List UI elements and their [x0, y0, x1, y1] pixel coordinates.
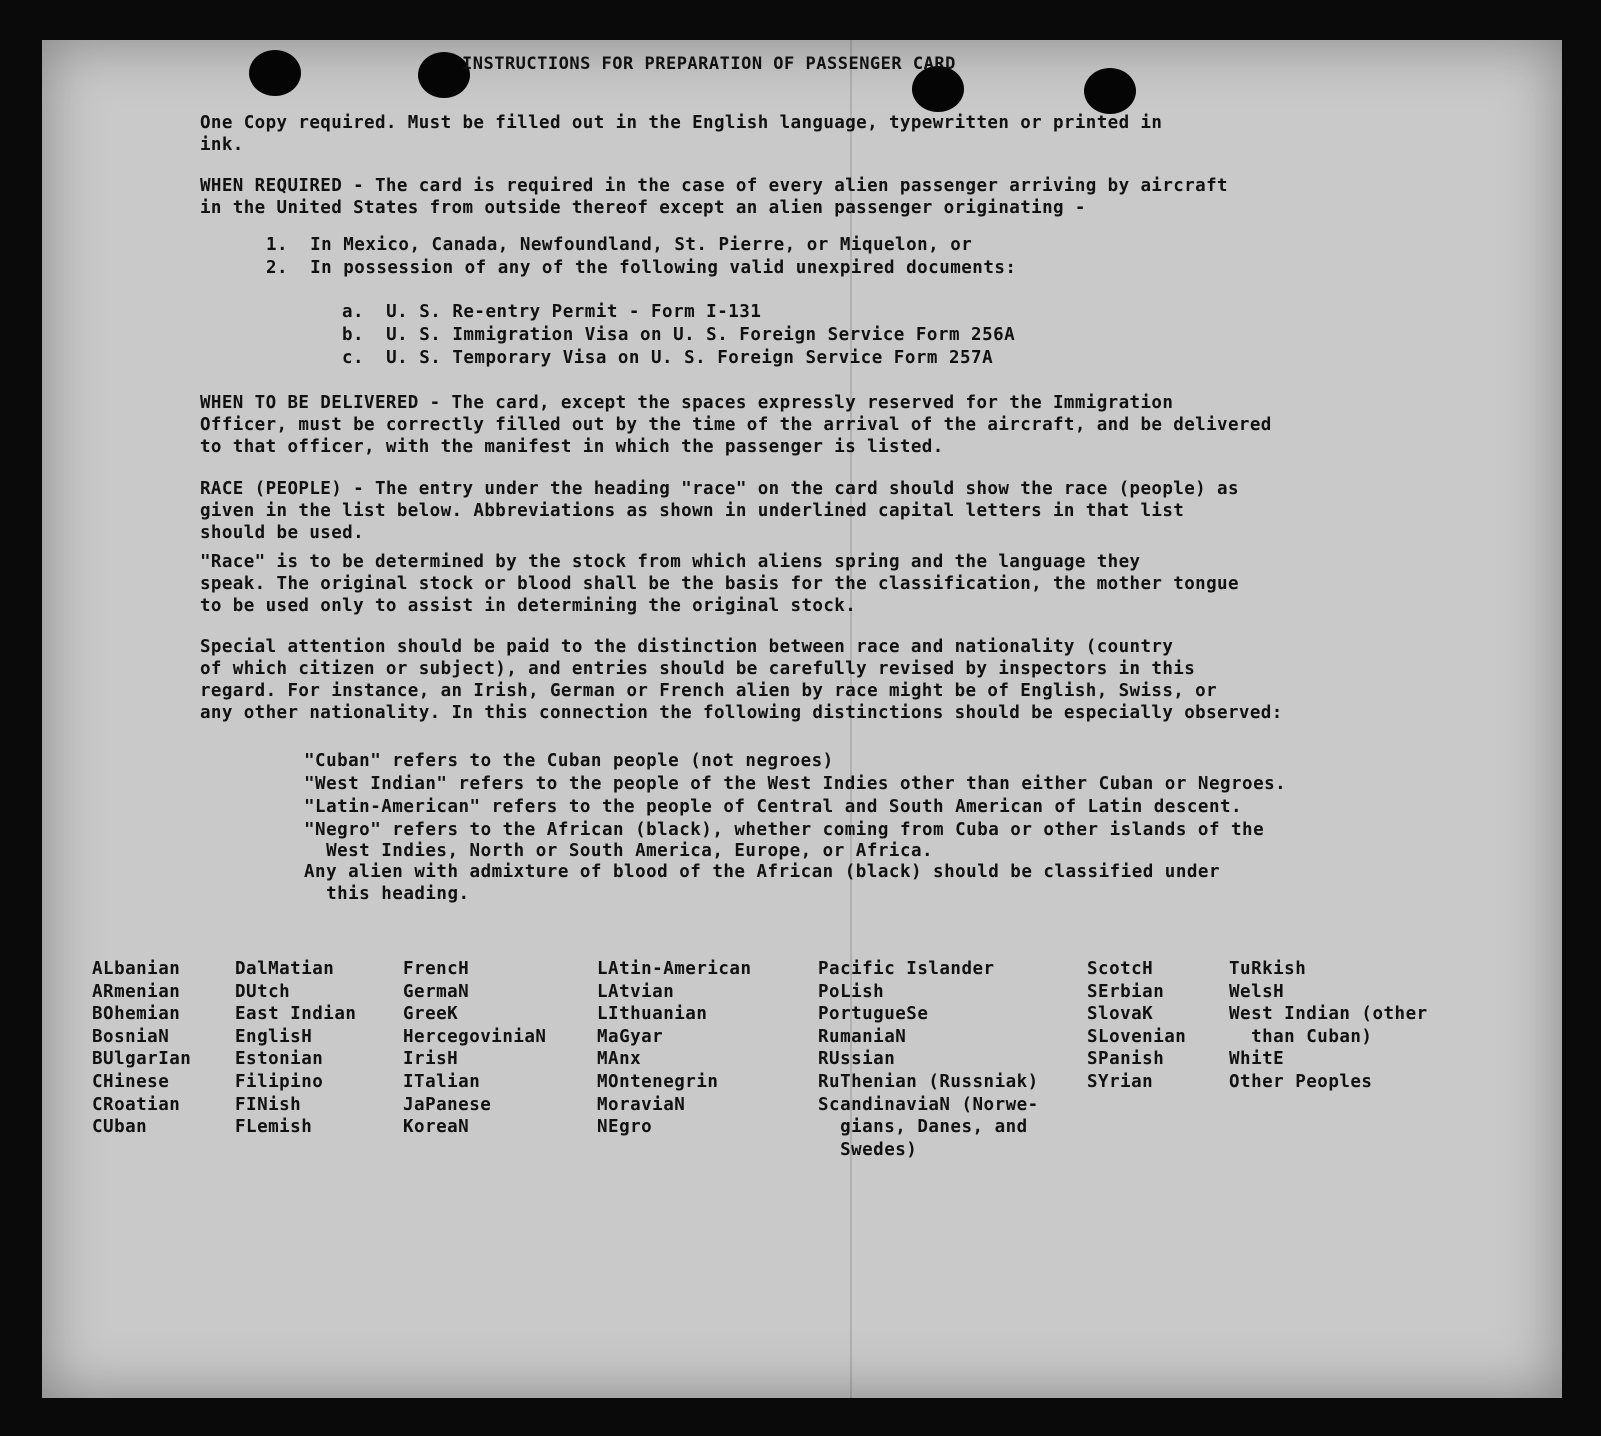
race-entry: FrencH — [403, 959, 470, 979]
race-entry: CUban — [92, 1117, 148, 1138]
race-entry: Estonian — [235, 1049, 324, 1070]
race-entry: MOntenegrin — [597, 1071, 719, 1092]
race-entry: NEgro — [597, 1117, 653, 1138]
race-entry: SYrian — [1087, 1071, 1154, 1092]
sub-list-item: c. U. S. Temporary Visa on U. S. Foreign Service Form 257A — [342, 348, 994, 368]
distinction-line: "Cuban" refers to the Cuban people (not negroes) — [304, 751, 834, 771]
sub-list-item: b. U. S. Immigration Visa on U. S. Foreign Service Form 256A — [342, 325, 1016, 345]
race-entry: East Indian — [235, 1004, 357, 1025]
race-entry: SLovenian — [1087, 1026, 1187, 1047]
race-list-column — [403, 958, 546, 1139]
race-entry: GreeK — [403, 1004, 459, 1025]
distinction-line: "Negro" refers to the African (black), whether coming from Cuba or other islands of the — [304, 820, 1265, 840]
race-entry: MAnx — [597, 1049, 642, 1070]
race-entry: West Indian (other — [1229, 1004, 1428, 1025]
race-entry: TuRkish — [1229, 959, 1307, 979]
race-list-column — [818, 958, 1039, 1161]
race-entry: IrisH — [403, 1049, 459, 1070]
race-list-column — [597, 958, 752, 1139]
race-entry: EnglisH — [235, 1026, 313, 1047]
distinction-line: Any alien with admixture of blood of the African (black) should be classified under — [304, 862, 1220, 882]
race-entry: BOhemian — [92, 1004, 181, 1025]
when-delivered-text: WHEN TO BE DELIVERED - The card, except the spaces expressly reserved for the Immigration Officer, must be correctly filled out by the time of the arrival of the aircraft, and be delivered to that officer, with the manifest in which the passenger is listed. — [200, 393, 1272, 457]
document-page — [42, 40, 1562, 1398]
race-entry: PortugueSe — [818, 1004, 929, 1025]
race-entry: Other Peoples — [1229, 1071, 1373, 1092]
race-entry: gians, Danes, and — [818, 1117, 1028, 1138]
race-entry: ARmenian — [92, 981, 181, 1002]
distinction-line: West Indies, North or South America, Europe, or Africa. — [304, 841, 934, 861]
race-entry: KoreaN — [403, 1117, 470, 1138]
distinction-line: "Latin-American" refers to the people of Central and South American of Latin descent. — [304, 797, 1243, 817]
race-entry: DUtch — [235, 981, 291, 1002]
race-entry: RumaniaN — [818, 1026, 907, 1047]
punch-hole — [1084, 68, 1136, 114]
list-item: 2. In possession of any of the following valid unexpired documents: — [266, 258, 1017, 278]
sub-list-item: a. U. S. Re-entry Permit - Form I-131 — [342, 302, 762, 322]
race-paragraph: RACE (PEOPLE) - The entry under the heading "race" on the card should show the race (people) as given in the list below. Abbreviations as shown in underlined capital letters in that list should be used. — [200, 479, 1239, 543]
race-entry: Filipino — [235, 1071, 324, 1092]
race-entry: RuThenian (Russniak) — [818, 1071, 1039, 1092]
race-entry: WhitE — [1229, 1049, 1285, 1070]
race-entry: than Cuban) — [1229, 1026, 1373, 1047]
page-title: INSTRUCTIONS FOR PREPARATION OF PASSENGER CARD — [462, 54, 956, 74]
when-required-text: WHEN REQUIRED - The card is required in the case of every alien passenger arriving by aircraft in the United States from outside thereof except an alien passenger originating - — [200, 176, 1228, 218]
list-item: 1. In Mexico, Canada, Newfoundland, St. Pierre, or Miquelon, or — [266, 235, 973, 255]
race-entry: GermaN — [403, 981, 470, 1002]
race-entry: MaGyar — [597, 1026, 664, 1047]
race-entry: SPanish — [1087, 1049, 1165, 1070]
race-entry: LIthuanian — [597, 1004, 708, 1025]
race-entry: Pacific Islander — [818, 959, 995, 979]
race-entry: SlovaK — [1087, 1004, 1154, 1025]
race-entry: HercegoviniaN — [403, 1026, 547, 1047]
race-entry: LAtin-American — [597, 959, 752, 979]
race-list-column — [1087, 958, 1186, 1094]
race-entry: RUssian — [818, 1049, 896, 1070]
race-paragraph: "Race" is to be determined by the stock from which aliens spring and the language they speak. The original stock or blood shall be the basis for the classification, the mother tongue to be used only to assist in determining the original stock. — [200, 552, 1239, 616]
intro-text: One Copy required. Must be filled out in the English language, typewritten or printed in ink. — [200, 113, 1163, 155]
race-list-column — [235, 958, 356, 1139]
punch-hole — [249, 50, 301, 96]
race-entry: ITalian — [403, 1071, 481, 1092]
race-list-column — [1229, 958, 1428, 1094]
race-entry: DalMatian — [235, 959, 335, 979]
race-entry: SErbian — [1087, 981, 1165, 1002]
race-list-column — [92, 958, 191, 1139]
race-entry: Swedes) — [818, 1139, 918, 1160]
race-entry: MoraviaN — [597, 1094, 686, 1115]
race-paragraph: Special attention should be paid to the distinction between race and nationality (country of which citizen or subject), and entries should be carefully revised by inspectors in this regard. For instance, an Irish, German or French alien by race might be of English, Swiss, or any other nationality. In this connection the following distinctions should be especially observed: — [200, 637, 1283, 723]
race-entry: ALbanian — [92, 959, 181, 979]
race-entry: BUlgarIan — [92, 1049, 192, 1070]
race-entry: FINish — [235, 1094, 302, 1115]
race-entry: CHinese — [92, 1071, 170, 1092]
race-entry: ScotcH — [1087, 959, 1154, 979]
distinction-line: "West Indian" refers to the people of the West Indies other than either Cuban or Negroes. — [304, 774, 1287, 794]
race-entry: LAtvian — [597, 981, 675, 1002]
distinction-line: this heading. — [304, 884, 470, 904]
race-entry: JaPanese — [403, 1094, 492, 1115]
race-entry: FLemish — [235, 1117, 313, 1138]
race-entry: PoLish — [818, 981, 885, 1002]
race-entry: ScandinaviaN (Norwe- — [818, 1094, 1039, 1115]
race-entry: CRoatian — [92, 1094, 181, 1115]
race-entry: WelsH — [1229, 981, 1285, 1002]
race-entry: BosniaN — [92, 1026, 170, 1047]
